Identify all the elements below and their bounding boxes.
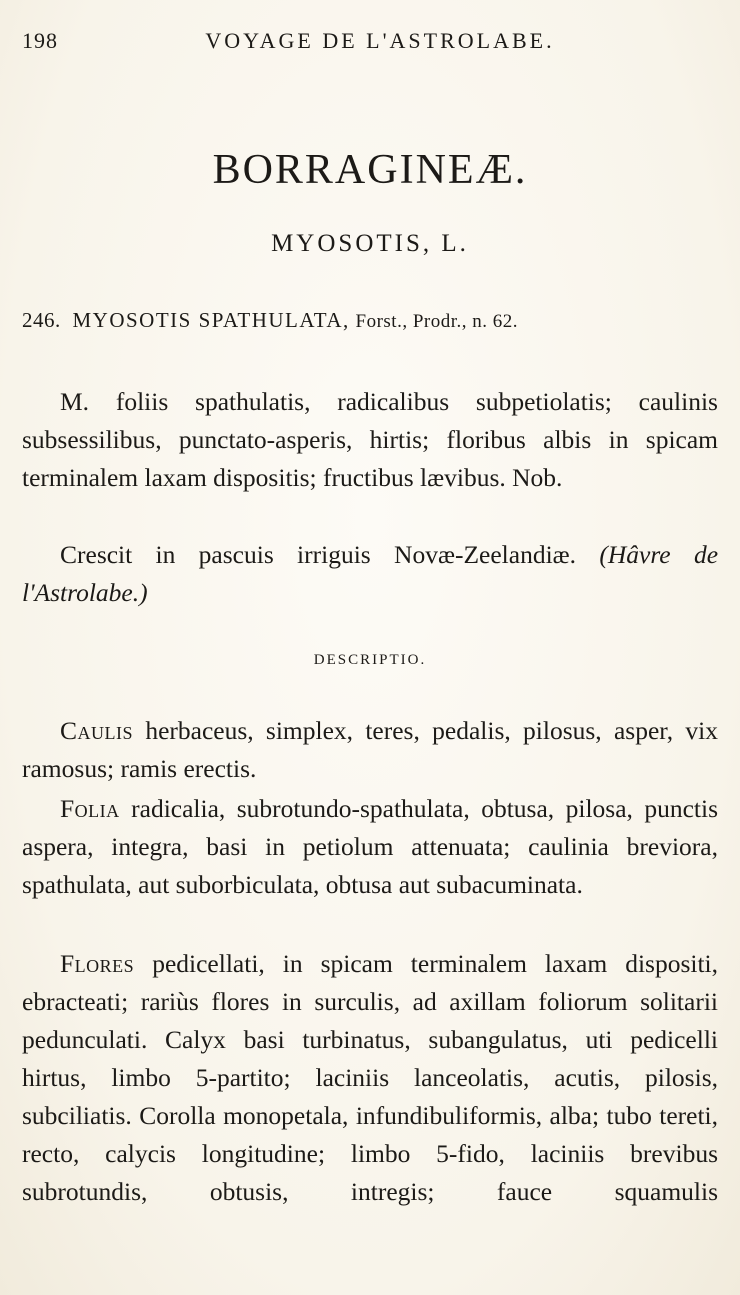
species-reference: Forst., Prodr., n. 62. [355,311,519,332]
folia-line [22,790,718,904]
family-heading: BORRAGINEÆ. [212,147,528,193]
page-number: 198 [22,28,58,53]
caulis-line [22,712,718,788]
habitat-paragraph [22,536,718,612]
species-number: 246. [22,308,61,332]
description-caulis [22,712,718,788]
flores-text: pedicellati, in spicam terminalem laxam dispositi, ebracteati; rariùs flores in surculis, ad axillam foliorum solitarii pedunculati. Calyx basi turbinatus, subangulatus, uti pedicelli hirtus, limbo 5-partito; laciniis lanceolatis, acutis, pilosis, subciliatis. Corolla monopetala, infundibuliformis, alba; tubo tereti, recto, calycis longitudine; limbo 5-fido, laciniis brevibus subrotundis, obtusis, intregis; fauce squamulis [22,949,719,1206]
genus-heading: MYOSOTIS, L. [271,230,469,257]
habitat-text: Crescit in pascuis irriguis Novæ-Zeelandiæ. [60,540,577,569]
diagnosis-text: M. foliis spathulatis, radicalibus subpetiolatis; caulinis subsessilibus, punctato-asperis, hirtis; floribus albis in spicam terminalem laxam dispositis; fructibus lævibus. Nob. [22,387,718,492]
habitat-line [22,536,718,612]
caulis-text: herbaceus, simplex, teres, pedalis, pilosus, asper, vix ramosus; ramis erectis. [22,716,718,783]
diagnosis-paragraph [22,383,718,497]
species-heading [22,308,718,333]
running-head [22,28,718,58]
caulis-term: Caulis [60,716,134,745]
folia-text: radicalia, subrotundo-spathulata, obtusa, pilosa, punctis aspera, integra, basi in petiolum attenuata; caulinia breviora, spathulata, aut suborbiculata, obtusa aut subacuminata. [22,794,719,899]
description-folia [22,790,718,904]
habitat-locality: (Hâvre de l'Astrolabe.) [22,540,719,607]
description-heading: DESCRIPTIO. [313,652,427,668]
flores-term: Flores [60,949,135,978]
description-flores [22,945,718,1211]
flores-line [22,945,718,1211]
species-name: MYOSOTIS SPATHULATA, [72,308,350,332]
folia-term: Folia [60,794,120,823]
running-title: VOYAGE DE L'ASTROLABE. [205,28,555,53]
